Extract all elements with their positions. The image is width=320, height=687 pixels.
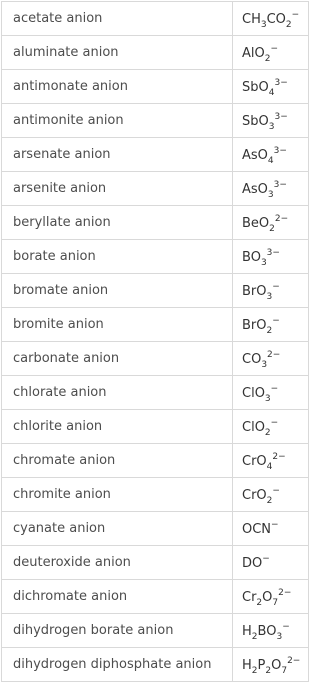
formula-text <box>242 384 279 404</box>
formula-subscript: 2 <box>266 326 273 336</box>
table-row <box>2 308 309 342</box>
formula-element: AsO <box>242 182 268 197</box>
formula-subscript: 2 <box>251 632 258 642</box>
formula-subscript: 3 <box>260 258 267 268</box>
formula-text <box>242 556 270 571</box>
formula-charge: − <box>291 10 300 20</box>
formula-text <box>242 486 280 506</box>
anion-formula <box>233 70 309 104</box>
formula-charge: − <box>271 520 279 530</box>
anion-name: antimonite anion <box>2 104 233 138</box>
anion-name: chromate anion <box>2 444 233 478</box>
anion-formula <box>233 580 309 614</box>
table-row <box>2 36 309 70</box>
formula-element: DO <box>242 556 263 571</box>
formula-element: ClO <box>242 386 265 401</box>
formula-subscript: 2 <box>285 20 292 30</box>
formula-subscript: 2 <box>269 224 275 234</box>
formula-charge: − <box>272 282 280 292</box>
anion-formula <box>233 36 309 70</box>
anion-formula <box>233 410 309 444</box>
table-row <box>2 444 309 478</box>
formula-element: BrO <box>242 318 267 333</box>
anion-formula <box>233 512 309 546</box>
formula-charge: 2− <box>272 452 286 462</box>
anion-name: dihydrogen diphosphate anion <box>2 648 233 682</box>
formula-text <box>242 418 279 438</box>
anion-formula <box>233 172 309 206</box>
table-row <box>2 274 309 308</box>
formula-subscript: 3 <box>267 190 274 200</box>
anion-formula <box>233 274 309 308</box>
anion-name: acetate anion <box>2 2 233 36</box>
table-row <box>2 376 309 410</box>
formula-text <box>242 78 288 98</box>
formula-element: SbO <box>242 114 269 129</box>
anion-name: dichromate anion <box>2 580 233 614</box>
formula-element: ClO <box>242 420 265 435</box>
anion-formula <box>233 138 309 172</box>
formula-charge: − <box>262 554 270 564</box>
formula-text <box>242 350 281 370</box>
formula-element: Cr <box>242 590 257 605</box>
formula-subscript: 2 <box>266 496 273 506</box>
table-row <box>2 580 309 614</box>
formula-text <box>242 214 289 234</box>
table-row <box>2 104 309 138</box>
formula-charge: 3− <box>274 78 288 88</box>
table-row <box>2 342 309 376</box>
anion-name: bromite anion <box>2 308 233 342</box>
formula-subscript: 4 <box>267 156 274 166</box>
table-row <box>2 240 309 274</box>
formula-charge: 2− <box>274 214 289 224</box>
formula-element: O <box>271 658 282 673</box>
formula-subscript: 3 <box>276 632 283 642</box>
table-row <box>2 512 309 546</box>
anion-name: bromate anion <box>2 274 233 308</box>
formula-charge: 3− <box>273 146 287 156</box>
formula-subscript: 7 <box>272 598 279 608</box>
formula-subscript: 2 <box>264 54 271 64</box>
formula-element: CrO <box>242 488 267 503</box>
anion-name: beryllate anion <box>2 206 233 240</box>
anion-name: borate anion <box>2 240 233 274</box>
anion-formula <box>233 206 309 240</box>
table-row <box>2 206 309 240</box>
formula-element: SbO <box>242 80 269 95</box>
anion-formula <box>233 240 309 274</box>
table-row <box>2 410 309 444</box>
formula-element: AlO <box>242 46 265 61</box>
formula-text <box>242 248 280 268</box>
formula-element: BeO <box>242 216 270 231</box>
anion-name: aluminate anion <box>2 36 233 70</box>
formula-charge: 2− <box>287 656 301 666</box>
formula-text <box>242 622 290 642</box>
formula-text <box>242 282 280 302</box>
formula-charge: − <box>270 384 279 394</box>
anion-formula <box>233 614 309 648</box>
formula-charge: 2− <box>278 588 292 598</box>
formula-text <box>242 44 279 64</box>
table-row <box>2 172 309 206</box>
formula-element: O <box>262 590 273 605</box>
formula-subscript: 2 <box>256 598 263 608</box>
formula-element: CO <box>242 352 262 367</box>
anion-name: dihydrogen borate anion <box>2 614 233 648</box>
formula-subscript: 3 <box>268 122 275 132</box>
formula-text <box>242 316 280 336</box>
formula-charge: 3− <box>274 112 288 122</box>
formula-subscript: 2 <box>251 666 258 676</box>
anion-formula <box>233 2 309 36</box>
formula-subscript: 3 <box>260 20 267 30</box>
table-row <box>2 2 309 36</box>
formula-subscript: 3 <box>264 394 271 404</box>
formula-element: CrO <box>242 454 267 469</box>
formula-charge: − <box>272 316 280 326</box>
table-row <box>2 70 309 104</box>
anion-formula <box>233 308 309 342</box>
formula-charge: 3− <box>273 180 287 190</box>
anion-formula <box>233 648 309 682</box>
anion-name: chlorate anion <box>2 376 233 410</box>
formula-subscript: 2 <box>264 428 271 438</box>
formula-text <box>242 656 301 676</box>
anion-formula <box>233 342 309 376</box>
anion-formula <box>233 478 309 512</box>
formula-subscript: 3 <box>261 360 268 370</box>
formula-element: CO <box>266 12 286 27</box>
formula-text <box>242 180 287 200</box>
formula-element: OCN <box>242 522 272 537</box>
formula-element: BO <box>242 250 261 265</box>
formula-element: P <box>257 658 266 673</box>
formula-charge: − <box>282 622 290 632</box>
table-body <box>2 2 309 682</box>
formula-element: H <box>242 624 252 639</box>
formula-element: H <box>242 658 252 673</box>
table-row <box>2 138 309 172</box>
anion-formula <box>233 376 309 410</box>
formula-element: BO <box>257 624 277 639</box>
formula-charge: − <box>270 418 279 428</box>
anion-name: arsenate anion <box>2 138 233 172</box>
formula-text <box>242 522 279 537</box>
formula-text <box>242 10 300 30</box>
formula-subscript: 4 <box>266 462 273 472</box>
anion-table <box>1 1 309 682</box>
formula-subscript: 4 <box>268 88 275 98</box>
anion-formula <box>233 104 309 138</box>
formula-text <box>242 146 287 166</box>
anion-name: carbonate anion <box>2 342 233 376</box>
formula-charge: − <box>270 44 279 54</box>
table-row <box>2 546 309 580</box>
table-row <box>2 648 309 682</box>
anion-name: cyanate anion <box>2 512 233 546</box>
anion-formula <box>233 444 309 478</box>
anion-formula <box>233 546 309 580</box>
formula-subscript: 7 <box>281 666 288 676</box>
formula-text <box>242 588 292 608</box>
formula-element: BrO <box>242 284 267 299</box>
formula-text <box>242 112 288 132</box>
formula-charge: 3− <box>266 248 280 258</box>
anion-name: arsenite anion <box>2 172 233 206</box>
formula-subscript: 3 <box>266 292 273 302</box>
formula-charge: 2− <box>267 350 281 360</box>
formula-element: AsO <box>242 148 268 163</box>
formula-element: CH <box>242 12 261 27</box>
anion-name: chlorite anion <box>2 410 233 444</box>
formula-subscript: 2 <box>265 666 272 676</box>
formula-charge: − <box>272 486 280 496</box>
anion-name: chromite anion <box>2 478 233 512</box>
table-row <box>2 478 309 512</box>
table-row <box>2 614 309 648</box>
anion-name: deuteroxide anion <box>2 546 233 580</box>
formula-text <box>242 452 286 472</box>
anion-name: antimonate anion <box>2 70 233 104</box>
